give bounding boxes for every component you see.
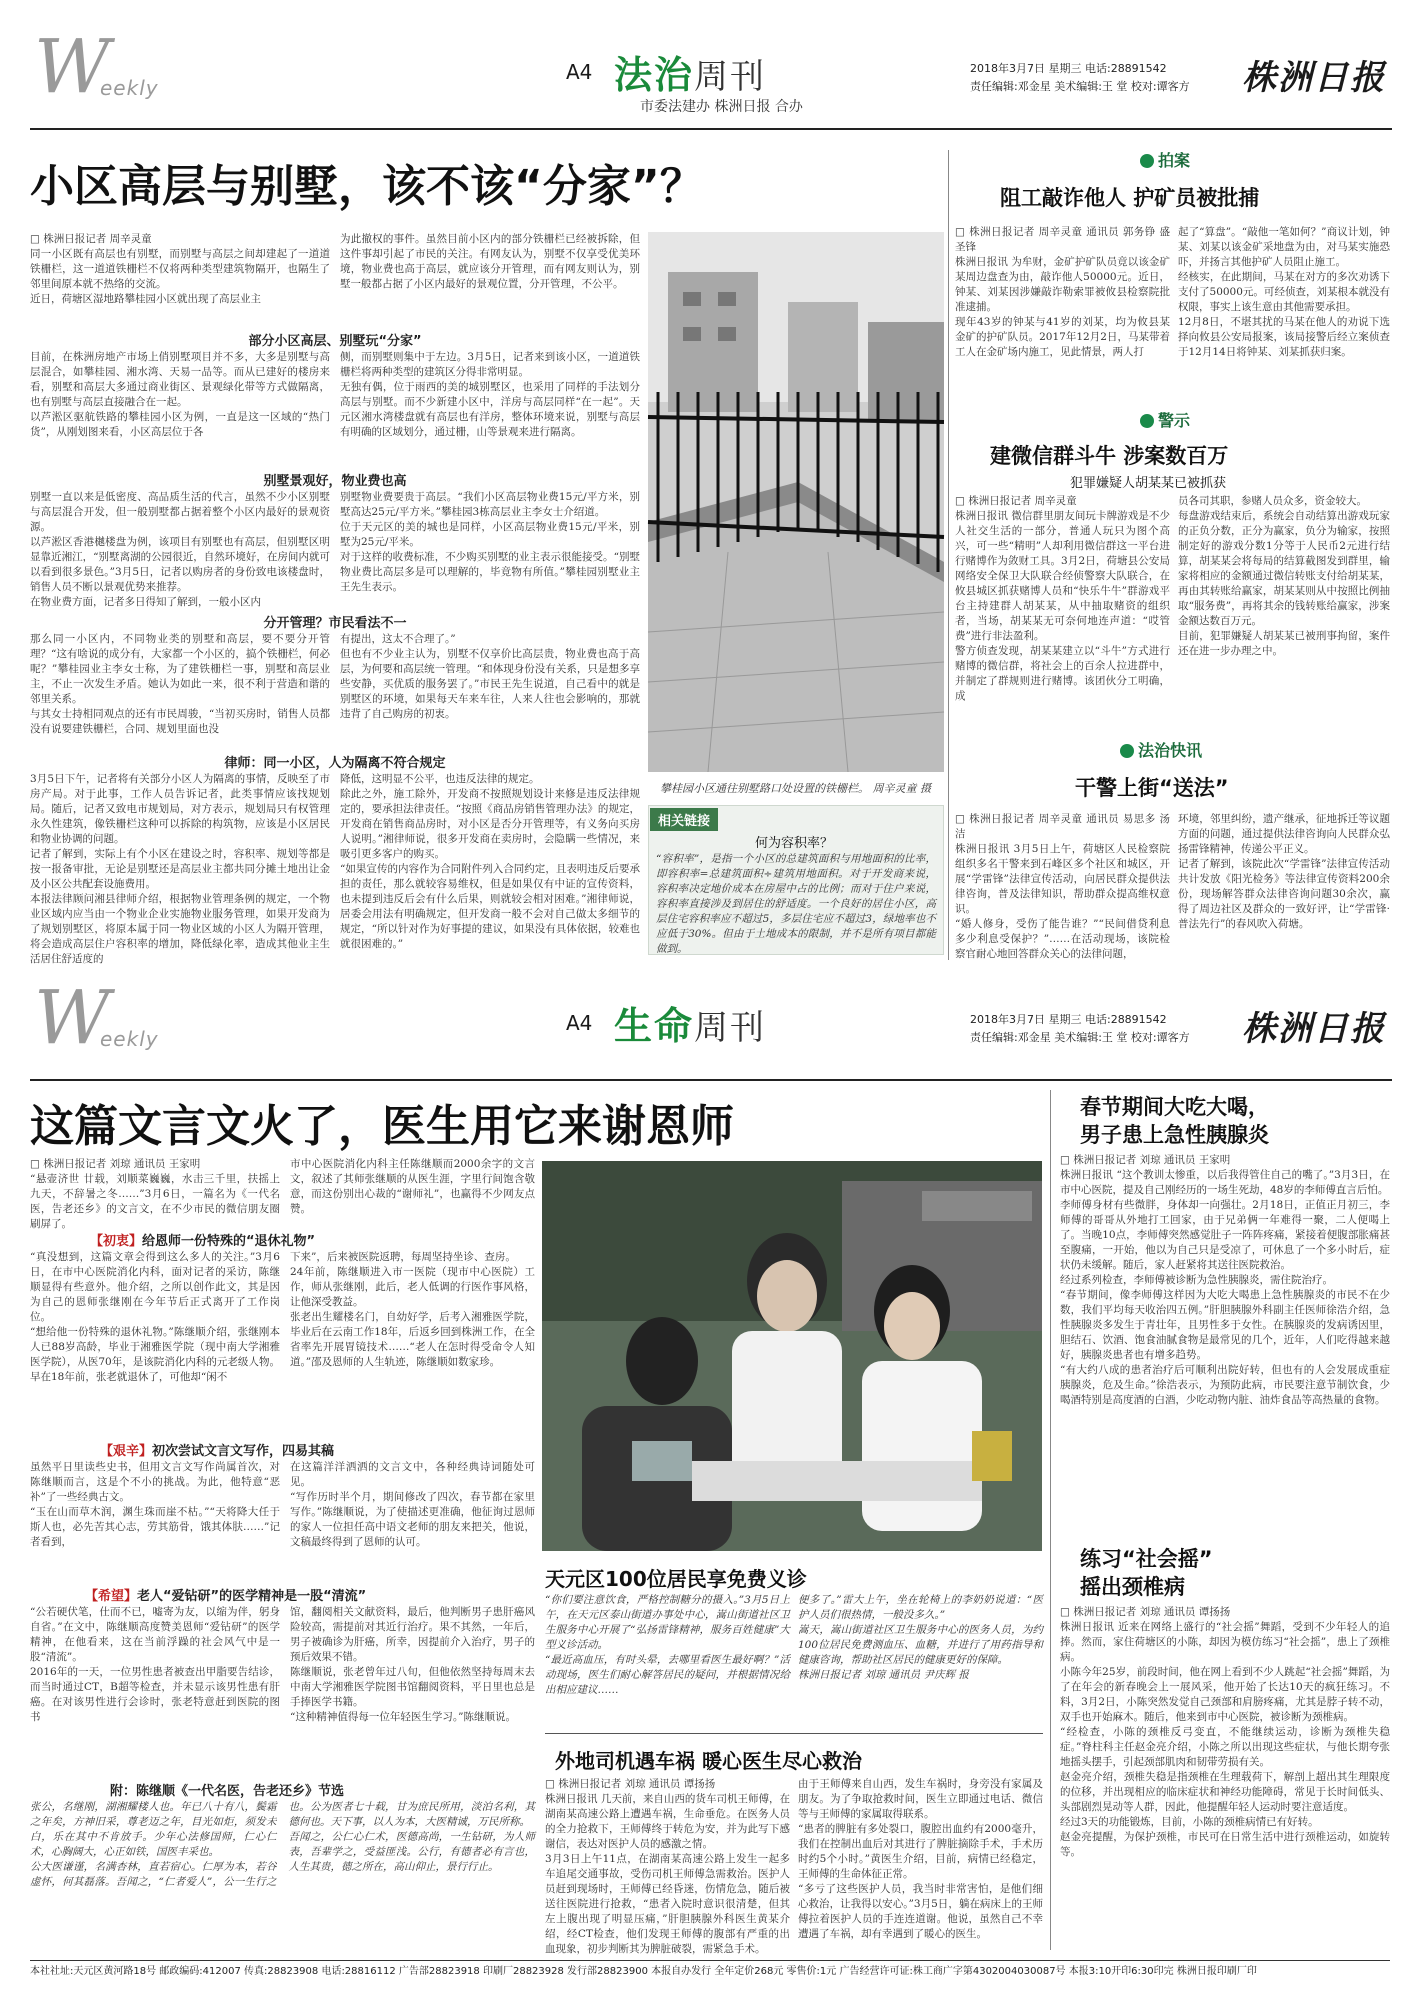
fence-photo [648,232,944,772]
tag-jingshi: 警示 [1140,408,1190,431]
bottom-masthead [30,975,1392,1081]
mid-story-title: 天元区100位居民享免费义诊 [545,1567,807,1591]
subhead-3: 【希望】老人“爱钻研”的医学精神是一股“清流” [85,1589,367,1604]
page-number: A4 [566,60,593,84]
related-link-title: 何为容积率？ [755,836,834,851]
page-footer: 本社社址:天元区黄河路18号 邮政编码:412007 传真:28823908 电话:28816112 广告部28823918 印刷厂28823928 发行部28823900 本报自办发行 全年定价268元 零售价:1元 广告经营许可证:株工商广字第4302004030087号 本报3:10开印6:30印完 株洲日报印刷厂印 [30,1960,1390,1984]
article-lead: □ 株洲日报记者 周辛灵童 同一小区既有高层也有别墅，而别墅与高层之间却建起了一道道铁栅栏，这一道道铁栅栏不仅将两种类型建筑物隔开，也隔生了邻里间原本就不热络的交流。 近日，荷塘区湿地路攀桂园小区就出现了高层业主 [30,233,330,305]
bottom-page [0,975,1420,1994]
clinic-photo [542,1161,1042,1551]
story-1-text-b: 起了“算盘”。“敲他一笔如何？”商议计划，钟某、刘某以该金矿采地盘为由，对马某实施恐吓，并扬言其他护矿人员阻止施工。 经核实，在此期间，马某在对方的多次劝诱下支付了50000元。可经侦查，刘某根本就没有权限，事实上该生意由其他需要承担。 12月8日，不堪其扰的马某在他人的劝说下选择向攸县公安局报案，该局接警后经立案侦查于12月14日将钟某、刘某抓获归案。 [1178,226,1390,358]
section-2-text-b: 在这篇洋洋洒洒的文言文中，各种经典诗词随处可见。 “写作历时半个月，期间修改了四次，春节都在家里写作。”陈继顺说，为了使描述更准确，他征询过恩师的家人一位担任高中语文老师的朋友来把关，他说，文稿最终得到了恩师的认可。 [290,1461,535,1548]
weekly-logo-w: W [34,975,111,1061]
story-2-subtitle: 犯罪嫌疑人胡某某已被抓获 [1070,476,1227,491]
annex-title: 附：陈继顺《一代名医，告老还乡》节选 [110,1784,345,1799]
paragraph-4: 3月5日下午，记者将有关部分小区人为隔离的事情，反映至了市房产局。对于此事，工作人员告诉记者，此类事情应该找规划局。随后，记者又致电市规划局，对方表示，规划局只有权管理永久性建筑，像铁栅栏这种可以拆除的构筑物，应该是小区居民和物业协调的问题。 记者了解到，实际上有个小区在建设之时，容积率、规划等都是按一报备审批，无论是别墅还是高层业主都共同分摊土地出让金及小区公共配套设施费用。 本报法律顾问湘县律师介绍，根据物业管理条例的规定，一个物业区域内应当由一个物业企业实施物业服务管理，如果开发商为了规划别墅区，将原本属于同一物业区域的小区人为隔开管理，将会造成高层住户容积率的增加，降低绿化率，造成其他业主生活居住舒适度的 [30,773,330,965]
divider [545,1733,1043,1734]
section-3-text-b: 馆，翻阅相关文献资料，最后，他判断男子患肝癌风险较高，需提前对其近行治疗。果不其然，一年后，男子被确诊为肝癌，所幸，因提前介入治疗，男子的预后效果不错。 陈继顺说，张老曾年过八旬，但他依然坚持每周末去中南大学湘雅医学院图书馆翻阅资料，平日里也总是手捧医学书籍。 “这种精神值得每一位年轻医生学习。”陈继顺说。 [290,1606,535,1723]
weekly-logo-w: W [34,24,111,110]
crosshead-4: 律师：同一小区，人为隔离不符合规定 [224,756,446,771]
section-2-text: 虽然平日里读些史书，但用文言文写作尚属首次，对陈继顺而言，这是个不小的挑战。为此，他特意“恶补”了一些经典古文。 “玉在山而草木润，渊生珠而崖不枯。”“天将降大任于斯人也，必先苦其心志，劳其筋骨，饿其体肤……”记者看到， [30,1461,280,1548]
story-3-text: □ 株洲日报记者 周辛灵童 通讯员 易思多 汤洁 株洲日报讯 3月5日上午，荷塘区人民检察院组织多名干警来到石峰区多个社区和城区，开展“学雷锋”法律宣传活动，向居民群众提供法律咨询，普及法律知识，帮助群众提高维权意识。 “婚人修身，受伤了能告谁？”“民间借贷利息多少利息受保护？”……在活动现场，该院检察官耐心地回答群众关心的法律问题， [955,813,1170,960]
story-1-title: 阻工敲诈他人 护矿员被批捕 [1000,186,1260,210]
paragraph-2b: 别墅物业费要贵于高层。“我们小区高层物业费15元/平方米，别墅高达25元/平方米。”攀桂园3栋高层业主李女士介绍道。 位于天元区的美的城也是同样，小区高层物业费15元/平米，别墅为25元/平米。 对于这样的收费标准，不少购买别墅的业主表示很能接受。“别墅物业费比高层多是可以理解的，毕竟物有所值。”攀桂园别墅业主王先生表示。 [340,491,640,593]
story-1-text: □ 株洲日报记者 周辛灵童 通讯员 郭务铮 盛圣锋 株洲日报讯 为牟财，金矿护矿队员竟以该金矿某周边盘查为由，敲诈他人50000元。近日，钟某、刘某因涉嫌敲诈勒索罪被攸县检察院批准逮捕。 现年43岁的钟某与41岁的刘某，均为攸县某金矿的护矿队员。2017年12月2日，马某带着工人在金矿场内施工，见此情景，两人打 [955,226,1170,358]
paragraph-1: 目前，在株洲房地产市场上俏别墅项目并不多，大多是别墅与高层混合，如攀桂园、湘水湾、天易一品等。而从已建好的楼房来看，别墅和高层大多通过商业街区、景观绿化带等方式做隔离，也有别墅与高层直接融合在一起。 以芦淞区驱航铁路的攀桂园小区为例，一直是这一区域的“热门货”，从刚划图来看，小区高层位于各 [30,351,330,438]
section-subtitle: 市委法建办 株洲日报 合办 [640,99,803,115]
crosshead-3: 分开管理？市民看法不一 [263,616,407,631]
issue-meta: 2018年3月7日 星期三 电话:28891542 责任编辑:邓金星 美术编辑:王 堂 校对:谭客方 [970,62,1190,93]
related-link-text: “容积率”，是指一个小区的总建筑面积与用地面积的比率，即容积率=总建筑面积÷建筑用地面积。对于开发商来说，容积率决定地价成本在房屋中占的比例；而对于住户来说，容积率直接涉及到居住的舒适度。一个良好的居住小区，高层住宅容积率应不超过5，多层住宅应不超过3，绿地率也不应低于30%。但由于土地成本的限制，并不是所有项目都能做到。 [656,853,936,955]
column-divider [1050,1090,1051,1950]
mid2-story-title: 外地司机遇车祸 暖心医生尽心救治 [555,1749,862,1773]
subhead-2: 【艰辛】初次尝试文言文写作，四易其稿 [100,1444,335,1459]
crosshead-1: 部分小区高层、别墅玩“分家” [248,334,422,349]
article-lead: □ 株洲日报记者 刘琼 通讯员 王家明 “悬壶济世 廿载，刘顺菜巍巍，水击三千里，扶摇上九天，不辞暑之冬……”3月6日，一篇名为《一代名医，告老还乡》的文言文，在不少市民的微信朋友圈刷屏了。 [30,1158,280,1230]
story-3-title: 干警上街“送法” [1075,776,1229,800]
mid2-story-text: □ 株洲日报记者 刘琼 通讯员 谭扬扬 株洲日报讯 几天前，来自山西的货车司机王师傅，在湖南某高速公路上遭遇车祸，生命垂危。在医务人员的全力抢救下，王师傅终于转危为安，并为此写下感谢信，表达对医护人员的感激之情。 3月3日上午11点，在湖南某高速公路上发生一起多车追尾交通事故，受伤司机王师傅急需救治。医护人员赶到现场时，王师傅已经昏迷，伤情危急，随后被送往医院进行抢救，“患者入院时意识很清楚，但其左上腹出现了明显压痛，”肝胆胰腺外科医生黄某介绍，经CT检查，他们发现王师傅的腹部有严重的出血现象，初步判断其为脾脏破裂，需紧急手术。 [545,1778,790,1955]
crosshead-2: 别墅景观好，物业费也高 [263,474,407,489]
right-story-2-text: □ 株洲日报记者 刘琼 通讯员 谭扬扬 株洲日报讯 近来在网络上盛行的“社会摇”舞蹈，受到不少年轻人的追捧。然而，家住荷塘区的小陈，却因为模仿练习“社会摇”，患上了颈椎病。 小陈今年25岁，前段时间，他在网上看到不少人跳起“社会摇”舞蹈，为了在年会的新春晚会上一展风采，他开始了长达10天的疯狂练习。不料，3月2日，小陈突然发觉自己颈部和肩膀疼痛，尤其是脖子转不动，双手也开始麻木。随后，他来到市中心医院，被诊断为颈椎病。 “经检查，小陈的颈椎反弓变直，不能继续运动，诊断为颈椎失稳症。”脊柱科主任赵金亮介绍，小陈之所以出现这些症状，与他长期夸张地摇头摆手，引起颈部肌肉和韧带劳损有关。 赵金亮介绍，颈椎失稳是指颈椎在生理载荷下，解剖上超出其生理限度的位移，并出现相应的临床症状和神经功能障碍，常见于长时间低头、头部剧烈晃动等人群，因此，他提醒年轻人运动时要注意适度。 经过3天的功能锻炼，目前，小陈的颈椎病情已有好转。 赵金亮提醒，为保护颈椎，市民可在日常生活中进行颈椎运动，如旋转等。 [1060,1606,1390,1858]
right-story-1-title: 春节期间大吃大喝， 男子患上急性胰腺炎 [1080,1095,1269,1147]
paragraph-3: 那么同一小区内，不同物业类的别墅和高层，要不要分开管理？“这有啥说的成分有，大家都一个小区的，搞个铁栅栏，何必呢？”攀桂园业主李女士称，为了建铁栅栏一事，别墅和高层业主，不止一次发生矛盾。她认为如此一来，很不利于营造和谐的邻里关系。 与其女士持相同观点的还有市民周骏，“当初买房时，销售人员都没有说要建铁栅栏，合同、规划里面也没 [30,633,330,735]
weekly-logo-text: eekly [100,1027,159,1051]
subhead-1: 【初衷】给恩师一份特殊的“退休礼物” [90,1234,316,1249]
newspaper-logo: 株洲日报 [1242,1009,1386,1049]
section-3-text: “公若硬伏笔，仕而不已，嘘寄为友，以缩为伴，躬身自省。”在文中，陈继顺高度赞美恩师“爱钻研”的医学精神，在他看来，这在当前浮躁的社会风气中是一股“清流”。 2016年的一天，一位男性患者被查出甲脂要告结诊，而当时通过CT，B超等检查，并未显示该男性患有肝癌。在对该男性进行会诊时，张老特意赶到医院的图书 [30,1606,280,1723]
section-1-text-b: 下来”，后来被医院返聘，每周坚持坐诊、查房。 24年前，陈继顺进入市一医院（现市中心医院）工作，师从张继刚，此后，老人低调的行医作事风格，让他深受教益。 张老出生耀楼名门，自幼好学，后考入湘雅医学院，毕业后在云南工作18年，后返乡回到株洲工作，在全省率先开展胃镜技术……“老人在怎时得受命令人知道。”邵及恩师的人生轨迹，陈继顺如数家珍。 [290,1251,535,1368]
mid2-story-text-b: 由于王师傅来自山西，发生车祸时，身旁没有家属及朋友。为了争取抢救时间，医生立即通过电话、微信等与王师傅的家属取得联系。 “患者的脾脏有多处裂口，腹腔出血约有2000毫升，我们在控制出血后对其进行了脾脏摘除手术，手术历时约5个小时。”黄医生介绍，目前，病情已经稳定，王师傅的生命体征正常。 “多亏了这些医护人员，我当时非常害怕，是他们细心救治，让我得以安心。”3月5日，躺在病床上的王师傅拉着医护人员的手连连道谢。他说，虽然自己不幸遭遇了车祸，却有幸遇到了暖心的医生。 [798,1778,1043,1940]
paragraph-3b: 有提出，这太不合理了。” 但也有不少业主认为，别墅不仅享价比高层贵，物业费也高于高层，为何要和高层统一管理。“和体现身份没有关系，只是想多享些安静，买优质的服务罢了。”市民王先生说道，自己看中的就是别墅区的环境，如果每天车来车往，人来人往也会影响的，那就违背了自己购房的初衷。 [340,633,640,720]
story-2-text: □ 株洲日报记者 周辛灵童 株洲日报讯 微信群里朋友间玩卡牌游戏是不少人社交生活的一部分，普通人玩只为图个高兴，可一些“精明”人却利用微信群这一平台进行赌博作为敛财工具。3月2日，荷塘县公安局网络安全保卫大队联合经侦警察大队联合，在攸县城区抓获赌博人员和“快乐牛牛”群游戏平台主持建群人胡某某，从中抽取赌资的组织者，当场，胡某某无可奈何地连声道：“哎管费”进行非法盈利。 警方侦查发现，胡某某建立以“斗牛”方式进行赌博的微信群，将社会上的百余人拉进群中，并制定了群规则进行赌博。该团伙分工明确，成 [955,495,1170,702]
main-headline: 这篇文言文火了，医生用它来谢恩师 [30,1101,734,1152]
article-lead-cont: 为此撤权的事件。虽然目前小区内的部分铁栅栏已经被拆除，但这件事却引起了市民的关注。有网友认为，别墅不仅享受优美环境，物业费也高于高层，就应该分开管理，而有网友则认为，别墅一般都占据了小区内最好的景观位置，分开管理，不公平。 [340,233,640,290]
issue-meta: 2018年3月7日 星期三 电话:28891542 责任编辑:邓金星 美术编辑:王 堂 校对:谭客方 [970,1013,1190,1044]
right-story-2-title: 练习“社会摇” 摇出颈椎病 [1080,1547,1213,1599]
photo-caption: 攀桂园小区通往别墅路口处设置的铁栅栏。 周辛灵童 摄 [660,782,931,795]
main-headline: 小区高层与别墅，该不该“分家”？ [30,161,704,212]
annex-text: 张公，名继刚，湖湘耀楼人也。年已八十有八，鬓霜之年矣，方神旧采，尊老迈之年，目光如炬，须发未白，乐在其中不肯放手。少年心法修国师，仁心仁术，心胸阔大，心正如铁，国医丰采也。 公大医谦谨，名满杏林，直若宿心。仁厚为本，若谷虚怀，何其磊落。吾闻之，“仁者爱人”，公一生行之也。公为医者七十载，甘为庶民所用，淡泊名利，其德何也。天下事，以人为本，大医精诚，万民所称。 吾闻之，公仁心仁术，医德高尚，一生钻研，为人师表，吾辈学之，受益匪浅。公行，有德者必有言也，人生其贵，德之所在，高山仰止，景行行止。 [30,1801,535,1888]
right-story-1-text: □ 株洲日报记者 刘琼 通讯员 王家明 株洲日报讯 “这个教训太惨重，以后我得管住自己的嘴了。”3月3日，在市中心医院，提及自己刚经历的一场生死劫，48岁的李师傅直言后怕。 李师傅身材有些微胖，身体却一向强壮。2月18日，正值正月初三，李师傅的哥哥从外地打工回家，由于兄弟俩一年难得一聚，二人便喝上了。当晚10点，李师傅突然感觉肚子一阵阵疼痛，紧接着便腹部胀痛甚至腹痛，一开始，他以为自己只是受凉了，可休息了一个多小时后，症状仍未缓解。随后，家人赶紧将其送往医院救治。 经过系列检查，李师傅被诊断为急性胰腺炎，需住院治疗。 “春节期间，像李师傅这样因为大吃大喝患上急性胰腺炎的市民不在少数，我们平均每天收治四五例。”肝胆胰腺外科副主任医师徐浩介绍，急性胰腺炎多发生于青壮年，且男性多于女性。在胰腺炎的发病诱因里，胆结石、饮酒、饱食油腻食物是最常见的几个，近年，人们吃得越来越好，胰腺炎患者也有增多趋势。 “有大约八成的患者治疗后可顺利出院好转，但也有的人会发展成重症胰腺炎，危及生命。”徐浩表示，为预防此病，市民要注意节制饮食，少喝酒特别是高度酒的白酒，少吃动物内脏、油炸食品等高热量的食物。 [1060,1154,1390,1406]
paragraph-4b: 降低，这明显不公平，也违反法律的规定。 除此之外，施工除外，开发商不按照规划设计来修是违反法律规定的，要承担法律责任。“按照《商品房销售管理办法》的规定，开发商在销售商品房时，对小区是否分开管理等，有义务向买房人说明。”湘律师说，很多开发商在卖房时，会隐瞒一些情况，来吸引更多客户的购买。 “如果宣传的内容作为合同附件列入合同约定，且表明违反后要承担的责任，那么就较容易维权，但是如果仅有中证的宣传资料，也未提到违反后会有什么后果，则就较会相对困难。”湘律师说，居委会用法有明确规定，但开发商一般不会对自己做太多细节的规定，“所以针对作为好事提的建议，如果没有具体依据，较难也就很困难的。” [340,773,640,950]
tag-kuaixun: 法治快讯 [1120,738,1202,761]
paragraph-1b: 侧，而别墅则集中于左边。3月5日，记者来到该小区，一道道铁栅栏将两种类型的建筑区分得非常明显。 无独有偶，位于雨西的美的城别墅区，也采用了同样的手法划分高层与别墅。而不少新建小区中，洋房与高层同样“在一起”。天元区湘水湾楼盘就有高层也有洋房，整体环境来说，别墅与高层有明确的区域划分，通过栅，山等景观来进行隔离。 [340,351,640,438]
paragraph-2: 别墅一直以来是低密度、高品质生活的代言，虽然不少小区别墅与高层混合开发，但一般别墅都占据着整个小区内最好的景观资源。 以芦淞区香港樾楼盘为例，该项目有别墅也有高层，但别墅区明显靠近湘江，“别墅离湖的公园很近，自然环境好，在房间内就可以看到很多景色。”3月5日，记者以购房者的身份致电该楼盘时，销售人员不断以景观优势来推荐。 在物业费方面，记者多日得知了解到，一般小区内 [30,491,330,608]
article-lead-b: 市中心医院消化内科主任陈继顺而2000余字的文言文，叙述了其师张继顺的从医生涯，字里行间饱含敬意，而这份别出心裁的“谢师礼”，也赢得不少网友点赞。 [290,1158,535,1215]
mid-story-text-b: 便多了。”雷大上午，坐在轮椅上的李奶奶说道：“医护人员们很热情，一般没多久。” 嵩天，嵩山街道社区卫生服务中心的医务人员，为约100位居民免费测血压、血糖，并进行了用药指导和健康咨询，帮助社区居民的健康更好的保障。 株洲日报记者 刘琼 通讯员 尹庆辉 报 [798,1594,1043,1681]
section-1-text: “真没想到，这篇文章会得到这么多人的关注。”3月6日，在市中心医院消化内科，面对记者的采访，陈继顺显得有些意外。他介绍，之所以创作此文，其是因为自己的恩师张继刚在今年节后正式离开了工作岗位。 “想给他一份特殊的退休礼物。”陈继顺介绍，张继刚本人已88岁高龄，毕业于湘雅医学院（现中南大学湘雅医学院），从医70年，是该院消化内科的元老级人物。早在18年前，张老就退休了，可他却“闲不 [30,1251,280,1383]
story-2-title: 建微信群斗牛 涉案数百万 [990,444,1229,468]
section-title: 法治周刊 [614,53,767,97]
story-2-text-b: 员各司其职，参赌人员众多，资金较大。 每盘游戏结束后，系统会自动结算出游戏玩家的正负分数，正分为赢家，负分为输家，按照制定好的游戏分数1分等于人民币2元进行结算，胡某某会将每局的结算截图发到群里，输家将相应的金额通过微信转账支付给胡某某，再由其转账给赢家，胡某某则从中按照比例抽取“服务费”，再将其余的钱转账给赢家，涉案金额达数百万元。 目前，犯罪嫌疑人胡某某已被刑事拘留，案件还在进一步办理之中。 [1178,495,1390,657]
related-link-tag: 相关链接 [650,808,718,831]
page-number: A4 [566,1011,593,1035]
weekly-logo-text: eekly [100,76,159,100]
top-page [0,0,1420,985]
mid-story-text: “你们要注意饮食，严格控制糖分的摄入。”3月5日上午，在天元区泰山街道办事处中心，嵩山街道社区卫生服务中心开展了“弘扬雷锋精神，服务百姓健康”大型义诊活动。 “最近高血压，有时头晕，去哪里看医生最好啊？”活动现场，医生们耐心解答居民的疑问，并根据情况给出相应建议…… [545,1594,790,1696]
top-masthead [30,24,1392,130]
newspaper-logo: 株洲日报 [1242,58,1386,98]
tag-paian: 拍案 [1140,148,1190,171]
column-divider [948,150,949,960]
story-3-text-b: 环境，邻里纠纷，遗产继承，征地拆迁等议题方面的问题，通过提供法律咨询向人民群众弘扬雷锋精神，传递公平正义。 记者了解到，该院此次“学雷锋”法律宣传活动共计发放《阳光检务》等法律宣传资料200余份，现场解答群众法律咨询问题30余次，赢得了周边社区及群众的一致好评，让“学雷锋·普法先行”的春风吹入荷塘。 [1178,813,1390,930]
section-title: 生命周刊 [614,1004,767,1048]
